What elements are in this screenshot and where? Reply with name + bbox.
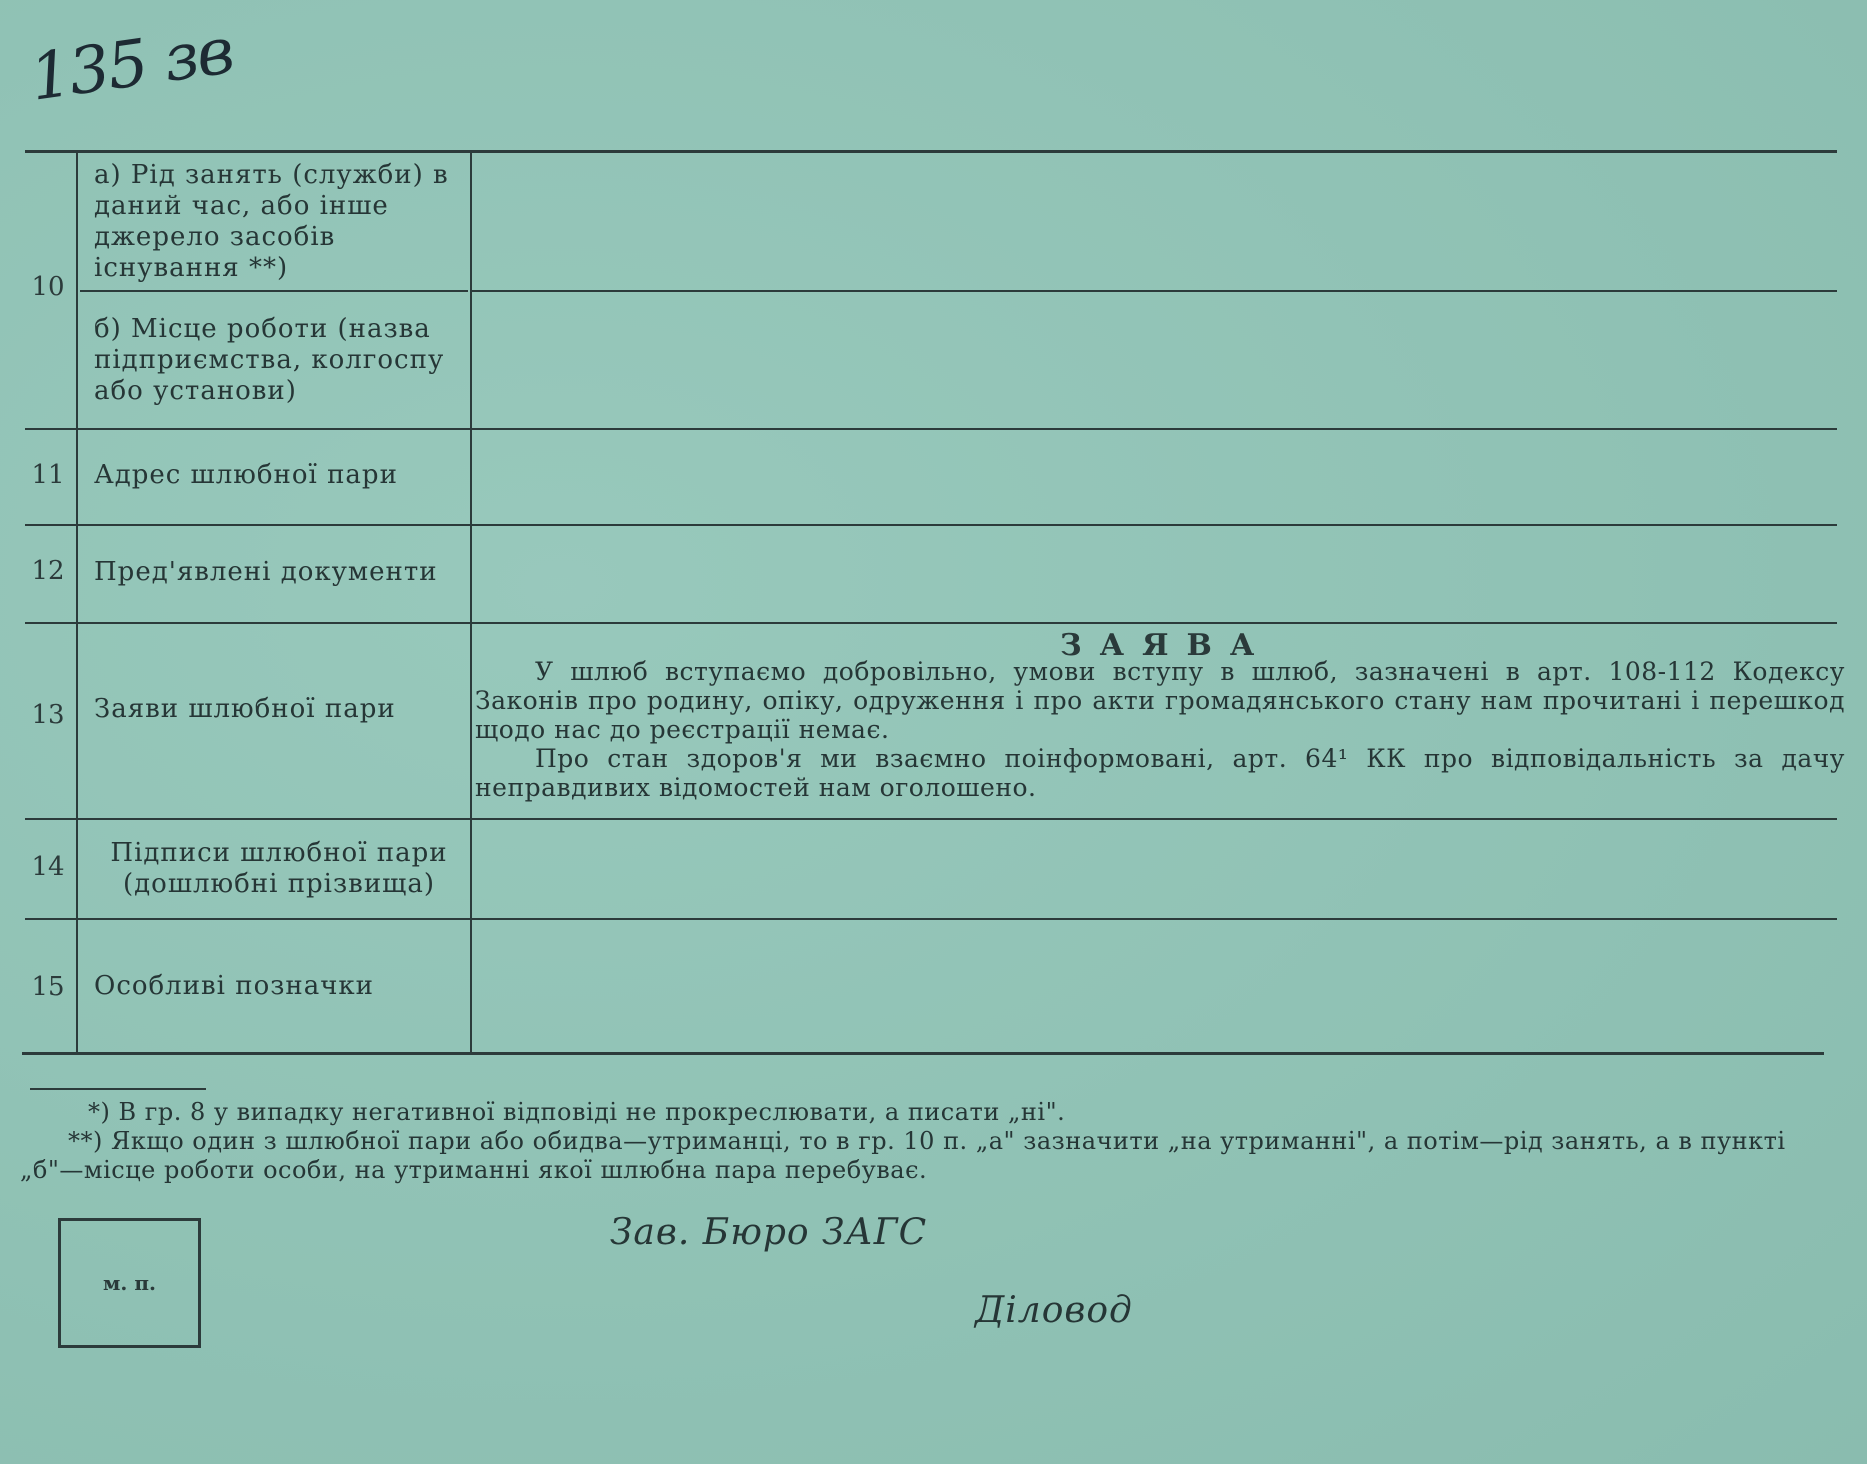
row-number-14: 14 [31,852,65,882]
footnote-1: *) В гр. 8 у випадку негативної відповіді не прокреслювати, а писати „ні". [88,1098,1066,1126]
footnote-2: **) Якщо один з шлюбної пари або обидва—утриманці, то в гр. 10 п. „а" зазначити „на утриманні", а потім—рід занять, а в пункті „б"—місце роботи особи, на утриманні якої шлюбна пара перебуває. [20,1127,1786,1184]
row-10a-divider-right [472,290,1837,292]
row-13-divider [25,818,1837,820]
row-14-divider [25,918,1837,920]
row-number-15: 15 [31,972,65,1002]
row-14-label: Підписи шлюбної пари (дошлюбні прізвища) [110,838,448,899]
footnote-separator [30,1088,206,1090]
row-11-label: Адрес шлюбної пари [94,460,398,490]
zayava-paragraph-1: У шлюб вступаємо добровільно, умови вступу в шлюб, зазначені в арт. 108-112 Кодексу Законів про родину, опіку, одруження і про акти громадянського стану нам прочитані і перешкод щодо нас до реєстрації немає. [475,657,1845,744]
table-top-border [25,150,1837,153]
clerk-signature-label: Діловод [975,1290,1133,1331]
table-bottom-border [22,1052,1824,1055]
zayava-text [475,657,1845,802]
head-signature-label: Зав. Бюро ЗАГС [610,1212,928,1253]
row-12-divider [25,622,1837,624]
zayava-paragraph-2: Про стан здоров'я ми взаємно поінформовані, арт. 64¹ КК про відповідальність за дачу неправдивих відомостей нам оголошено. [475,744,1845,802]
row-10a-divider [80,290,468,292]
zayava-title: ЗАЯВА [1060,628,1273,663]
row-12-label: Пред'явлені документи [94,557,438,587]
label-column-divider [470,152,472,1052]
footnotes [20,1098,1850,1185]
stamp-label: м. п. [103,1271,156,1295]
stamp-place-box [58,1218,201,1348]
row-11-divider [25,524,1837,526]
row-10b-label: б) Місце роботи (назва підприємства, колгоспу або установи) [94,314,445,406]
handwritten-archive-number: 135 зв [25,14,237,116]
row-15-label: Особливі позначки [94,971,375,1001]
row-number-11: 11 [31,460,65,490]
row-number-12: 12 [31,556,65,586]
row-13-label: Заяви шлюбної пари [94,694,396,724]
row-10-divider [25,428,1837,430]
row-number-10: 10 [31,272,65,302]
row-number-13: 13 [31,700,65,730]
number-column-divider [76,152,78,1052]
row-10a-label: а) Рід занять (служби) в даний час, або інше джерело засобів існування **) [94,160,449,283]
